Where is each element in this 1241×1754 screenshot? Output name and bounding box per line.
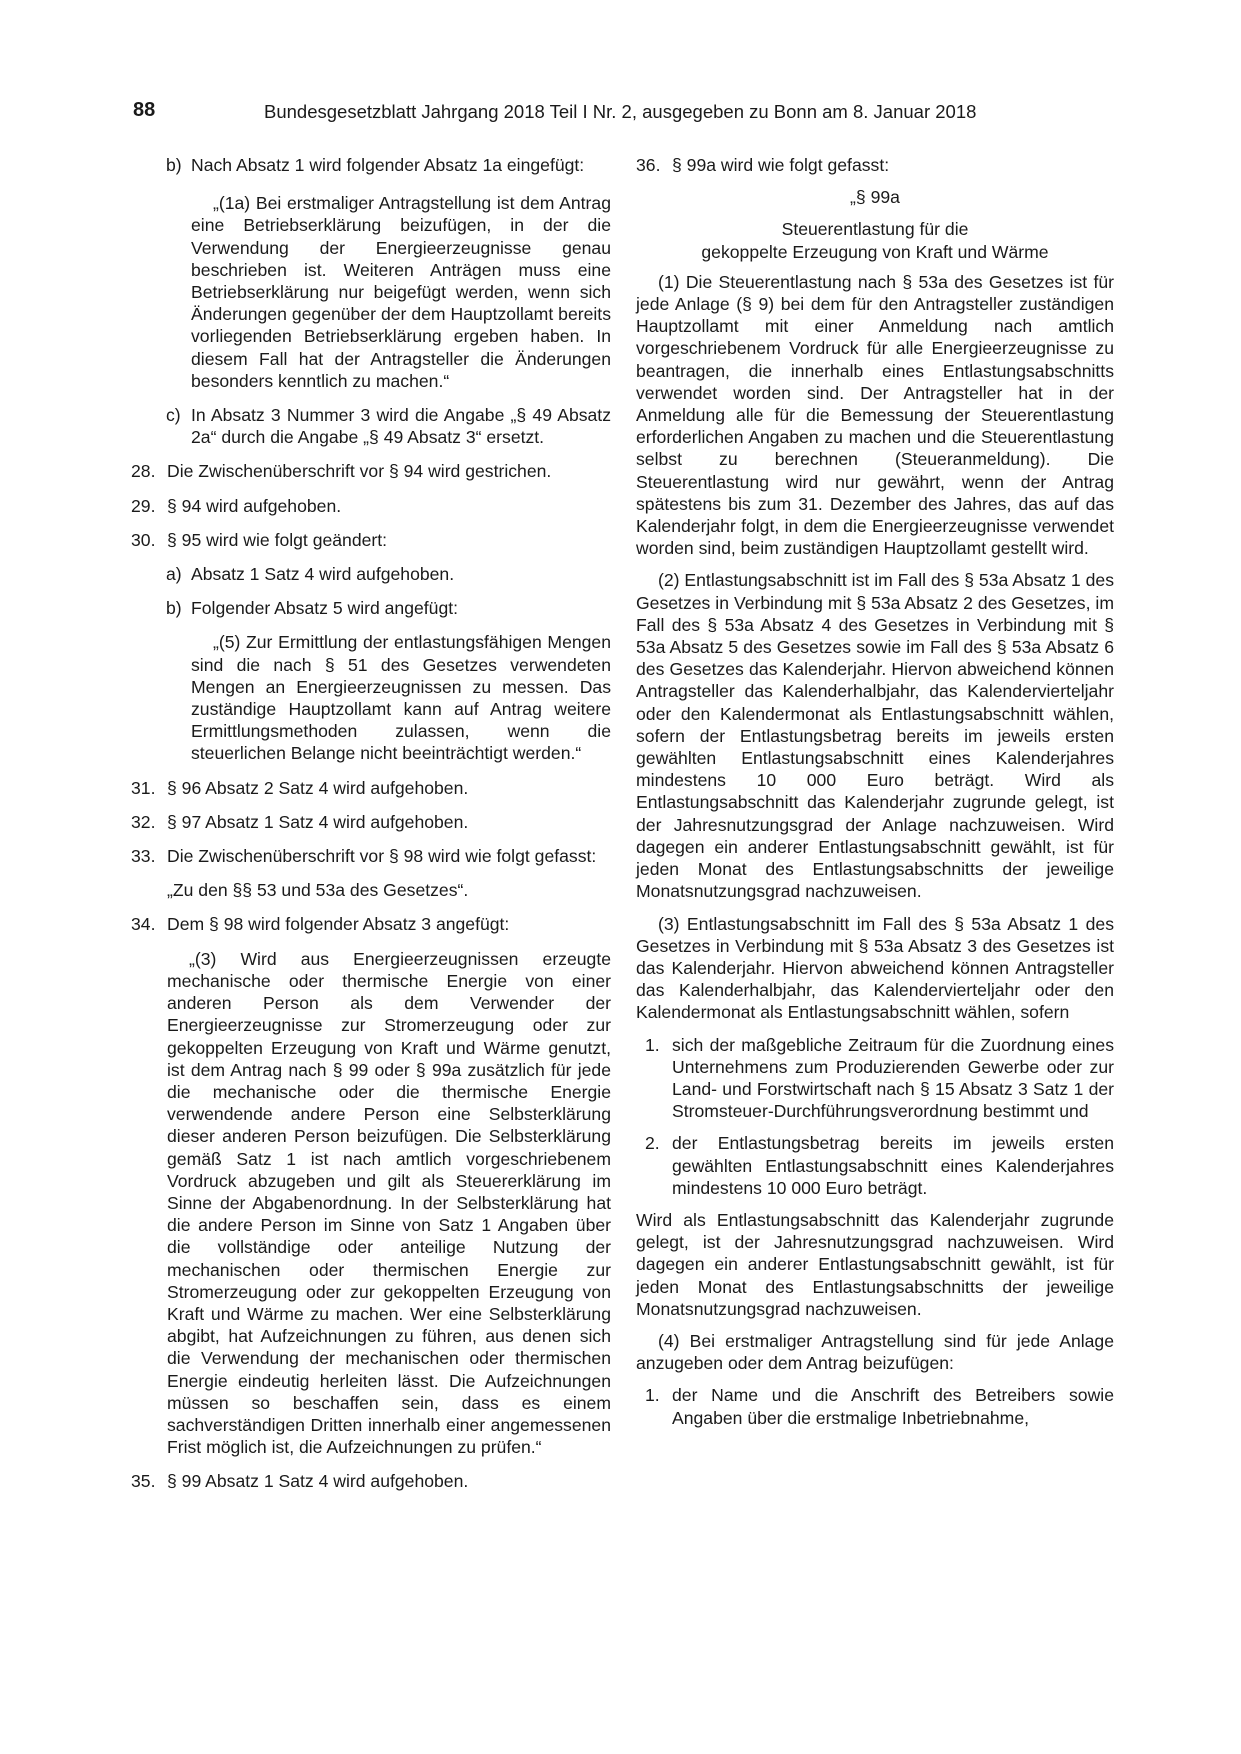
item-text: Nach Absatz 1 wird folgender Absatz 1a eingefügt: <box>191 155 585 175</box>
item-text: der Name und die Anschrift des Betreibers sowie Angaben über die erstmalige Inbetriebnahme, <box>672 1385 1114 1428</box>
item-35 <box>131 1470 611 1492</box>
item-text: Die Zwischenüberschrift vor § 94 wird gestrichen. <box>167 461 552 482</box>
section-mark: „§ 99a <box>850 187 900 208</box>
paragraph-3-item-2 <box>636 1132 1114 1199</box>
item-number: 34. <box>131 914 156 935</box>
item-number: 2. <box>645 1133 660 1154</box>
item-32 <box>131 811 611 833</box>
quote-3: „(3) Wird aus Energieerzeugnissen erzeugte mechanische oder thermische Energie von einer anderen Person als dem Verwender der Energieerzeugnisse zur Stromerzeugung oder zur gekoppelten Erzeugung von Kraft und Wärme genutzt, ist dem Antrag nach § 99 oder § 99a zusätzlich für jede die mechanische oder die thermische Energie verwendende andere Person eine Selbsterklärung dieser anderen Person beizufügen. Die Selbsterklärung gemäß Satz 1 ist nach amtlich vorgeschriebenem Vordruck abzugeben und gilt als Steuererklärung im Sinne der Abgabenordnung. In der Selbsterklärung hat die andere Person im Sinne von Satz 1 Angaben über die vollständige oder anteilige Nutzung der mechanischen oder thermischen Energie zur Stromerzeugung oder zur gekoppelten Erzeugung von Kraft und Wärme zu machen. Wer eine Selbsterklärung abgibt, hat Aufzeichnungen zu führen, aus denen sich die Verwendung der mechanischen oder thermischen Energie eindeutig herleiten lässt. Die Aufzeichnungen müssen so beschaffen sein, dass es einem sachverständigen Dritten innerhalb einer angemessenen Frist möglich ist, die Aufzeichnungen zu prüfen.“ <box>167 948 611 1458</box>
item-33 <box>131 845 611 867</box>
paragraph-4-item-1 <box>636 1384 1114 1428</box>
item-c <box>131 404 611 448</box>
page-number: 88 <box>133 99 156 121</box>
paragraph-3-tail: Wird als Entlastungsabschnitt das Kalenderjahr zugrunde gelegt, ist der Jahresnutzungsgrad nachzuweisen. Wird dagegen ein anderer Entlastungsabschnitt gewählt, ist für jeden Monat des Entlastungsabschnitts der jeweilige Monatsnutzungsgrad nachzuweisen. <box>636 1209 1114 1319</box>
running-head: Bundesgesetzblatt Jahrgang 2018 Teil I Nr. 2, ausgegeben zu Bonn am 8. Januar 2018 <box>264 101 977 122</box>
paragraph-4: (4) Bei erstmaliger Antragstellung sind für jede Anlage anzugeben oder dem Antrag beizufügen: <box>636 1330 1114 1374</box>
item-number: 30. <box>131 529 156 550</box>
item-text: sich der maßgebliche Zeitraum für die Zuordnung eines Unternehmens zum Produzierenden Gewerbe oder zur Land- und Forstwirtschaft nach § 15 Absatz 3 Satz 1 der Stromsteuer-Durchführungsverordnung bestimmt und <box>672 1034 1114 1122</box>
item-number: a) <box>166 564 182 585</box>
left-column <box>131 154 611 1493</box>
item-text: Folgender Absatz 5 wird angefügt: <box>191 598 459 619</box>
item-text: Absatz 1 Satz 4 wird aufgehoben. <box>191 564 455 585</box>
item-text: In Absatz 3 Nummer 3 wird die Angabe „§ 49 Absatz 2a“ durch die Angabe „§ 49 Absatz 3“ ersetzt. <box>191 405 611 448</box>
item-text: § 99a wird wie folgt gefasst: <box>672 155 890 175</box>
item-text: § 97 Absatz 1 Satz 4 wird aufgehoben. <box>167 811 469 832</box>
item-b <box>131 154 611 176</box>
section-heading-line-2: gekoppelte Erzeugung von Kraft und Wärme <box>701 241 1049 262</box>
item-number: c) <box>166 405 181 426</box>
item-number: b) <box>166 598 182 619</box>
quote-1a: „(1a) Bei erstmaliger Antragstellung ist dem Antrag eine Betriebserklärung beizufügen, in der die Verwendung der Energieerzeugnisse genau beschrieben ist. Weiteren Anträgen muss eine Betriebserklärung nur beigefügt werden, wenn sich Änderungen gegenüber der dem Hauptzollamt bereits vorliegenden Betriebserklärung ergeben haben. In diesem Fall hat der Antragsteller die Änderungen besonders kenntlich zu machen.“ <box>191 193 611 391</box>
item-number: 31. <box>131 777 156 798</box>
item-number: 29. <box>131 495 156 516</box>
item-text: Die Zwischenüberschrift vor § 98 wird wie folgt gefasst: <box>167 846 597 867</box>
item-number: 36. <box>636 155 661 175</box>
paragraph-1: (1) Die Steuerentlastung nach § 53a des Gesetzes ist für jede Anlage (§ 9) bei dem für den Antragsteller zuständigen Hauptzollamt mit einer Anmeldung nach amtlich vorgeschriebenem Vordruck für alle Energieerzeugnisse zu beantragen, die innerhalb eines Entlastungsabschnitts verwendet worden sind. Der Antragsteller hat in der Anmeldung alle für die Bemessung der Steuerentlastung erforderlichen Angaben zu machen und die Steuerentlastung selbst zu berechnen (Steueranmeldung). Die Steuerentlastung wird nur gewährt, wenn der Antrag spätestens bis zum 31. Dezember des Jahres, das auf das Kalenderjahr folgt, in dem die Energieerzeugnisse verwendet worden sind, beim zuständigen Hauptzollamt gestellt wird. <box>636 271 1114 559</box>
item-30b <box>131 597 611 619</box>
item-30 <box>131 529 611 551</box>
quote-5: „(5) Zur Ermittlung der entlastungsfähigen Mengen sind die nach § 51 des Gesetzes verwendeten Mengen an Energieerzeugnissen zu messen. Das zuständige Hauptzollamt kann auf Antrag weitere Ermittlungsmethoden zulassen, wenn die steuerlichen Belange nicht beeinträchtigt werden.“ <box>191 632 611 764</box>
item-text: § 99 Absatz 1 Satz 4 wird aufgehoben. <box>167 1471 469 1492</box>
item-number: b) <box>166 155 182 175</box>
item-28 <box>131 460 611 482</box>
item-text: Dem § 98 wird folgender Absatz 3 angefügt: <box>167 914 510 935</box>
item-text: § 94 wird aufgehoben. <box>167 495 342 516</box>
item-text: § 96 Absatz 2 Satz 4 wird aufgehoben. <box>167 777 469 798</box>
item-34 <box>131 913 611 935</box>
item-number: 32. <box>131 811 156 832</box>
item-number: 33. <box>131 846 156 867</box>
item-number: 35. <box>131 1471 156 1492</box>
paragraph-3: (3) Entlastungsabschnitt im Fall des § 53a Absatz 1 des Gesetzes in Verbindung mit § 53a Absatz 3 des Gesetzes ist das Kalenderjahr. Hiervon abweichend können Antragsteller das Kalenderhalbjahr, das Kalendervierteljahr oder den Kalendermonat als Entlastungsabschnitt wählen, sofern <box>636 913 1114 1023</box>
item-text: § 95 wird wie folgt geändert: <box>167 529 388 550</box>
item-number: 28. <box>131 461 156 482</box>
right-column <box>636 154 1114 1429</box>
section-heading-line-1: Steuerentlastung für die <box>781 219 969 240</box>
item-30a <box>131 563 611 585</box>
item-text: der Entlastungsbetrag bereits im jeweils ersten gewählten Entlastungsabschnitt eines Kalenderjahres mindestens 10 000 Euro beträgt. <box>672 1133 1114 1198</box>
item-29 <box>131 495 611 517</box>
item-number: 1. <box>645 1385 660 1406</box>
item-36 <box>636 154 1114 176</box>
paragraph-2: (2) Entlastungsabschnitt ist im Fall des § 53a Absatz 1 des Gesetzes in Verbindung mit § 53a Absatz 2 des Gesetzes, im Fall des § 53a Absatz 4 des Gesetzes in Verbindung mit § 53a Absatz 5 des Gesetzes sowie im Fall des § 53a Absatz 6 des Gesetzes das Kalenderjahr. Hiervon abweichend können Antragsteller das Kalenderhalbjahr, das Kalendervierteljahr oder den Kalendermonat als Entlastungsabschnitt wählen, sofern der Entlastungsbetrag bereits im jeweils ersten gewählten Entlastungsabschnitt eines Kalenderjahres mindestens 10 000 Euro beträgt. Wird als Entlastungsabschnitt das Kalenderjahr zugrunde gelegt, ist der Jahresnutzungsgrad der Anlage nachzuweisen. Wird dagegen ein anderer Entlastungsabschnitt gewählt, ist für jeden Monat des Entlastungsabschnitts der jeweilige Monatsnutzungsgrad nachzuweisen. <box>636 570 1114 902</box>
quote-heading: „Zu den §§ 53 und 53a des Gesetzes“. <box>167 880 469 901</box>
item-number: 1. <box>645 1034 660 1055</box>
paragraph-3-item-1 <box>636 1034 1114 1123</box>
item-31 <box>131 777 611 799</box>
